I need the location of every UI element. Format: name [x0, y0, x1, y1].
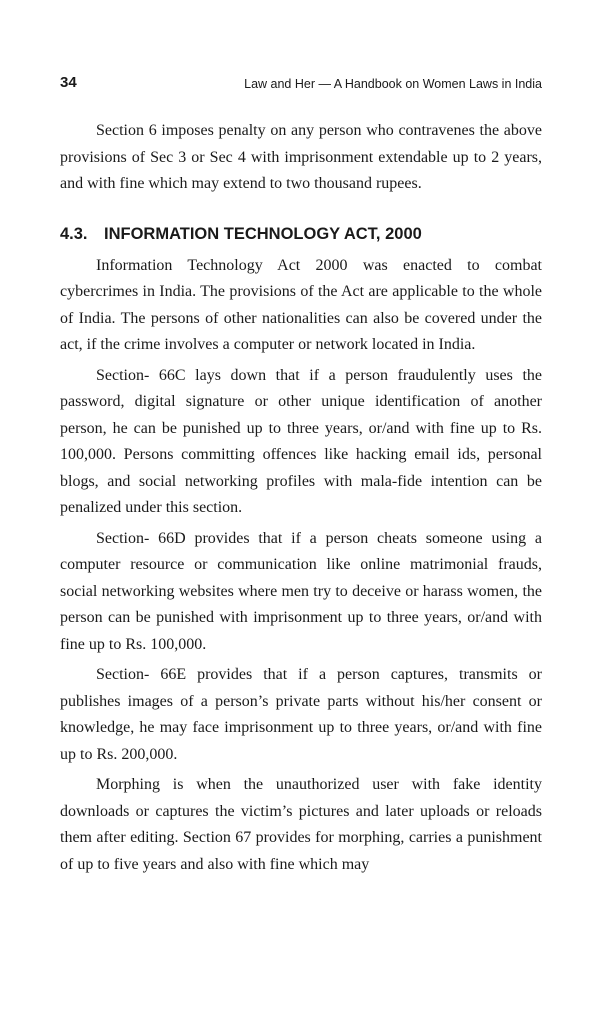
paragraph-it-act: Information Technology Act 2000 was enacted to combat cybercrimes in India. The provisions of the Act are applicable to the whole of India. The persons of other nationalities can also be covered under the act, if the crime involves a computer or network located in India. — [60, 256, 542, 353]
intro-paragraph: Section 6 imposes penalty on any person who contravenes the above provisions of Sec 3 or Sec 4 with imprisonment extendable up to 2 years, and with fine which may extend to two thousand rupees. — [60, 122, 542, 192]
section-title: INFORMATION TECHNOLOGY ACT, 2000 — [104, 224, 422, 243]
running-header — [60, 74, 542, 92]
paragraph-morphing: Morphing is when the unauthorized user with fake identity downloads or captures the victim’s pictures and later uploads or reloads them after editing. Section 67 provides for morphing, carries a punishment of up to five years and also with fine which may — [60, 776, 542, 873]
paragraph-section-66d: Section- 66D provides that if a person cheats someone using a computer resource or communication like online matrimonial frauds, social networking websites where men try to deceive or harass women, the person can be punished with imprisonment up to three years, or/and with fine up to Rs. 100,000. — [60, 529, 542, 653]
body-text — [60, 118, 542, 882]
paragraph-section-66e: Section- 66E provides that if a person captures, transmits or publishes images of a person’s private parts without his/her consent or knowledge, he may face imprisonment up to three years, or/and with fine up to Rs. 200,000. — [60, 666, 542, 763]
section-number: 4.3. — [60, 224, 88, 243]
paragraph-section-66c: Section- 66C lays down that if a person fraudulently uses the password, digital signature or other unique identification of another person, he can be punished up to three years, or/and with fine up to Rs. 100,000. Persons committing offences like hacking email ids, personal blogs, and social networking profiles with mala-fide intention can be penalized under this section. — [60, 366, 542, 516]
book-title: Law and Her — A Handbook on Women Laws in India — [244, 77, 542, 91]
page-number: 34 — [60, 74, 77, 91]
section-heading — [60, 223, 542, 245]
